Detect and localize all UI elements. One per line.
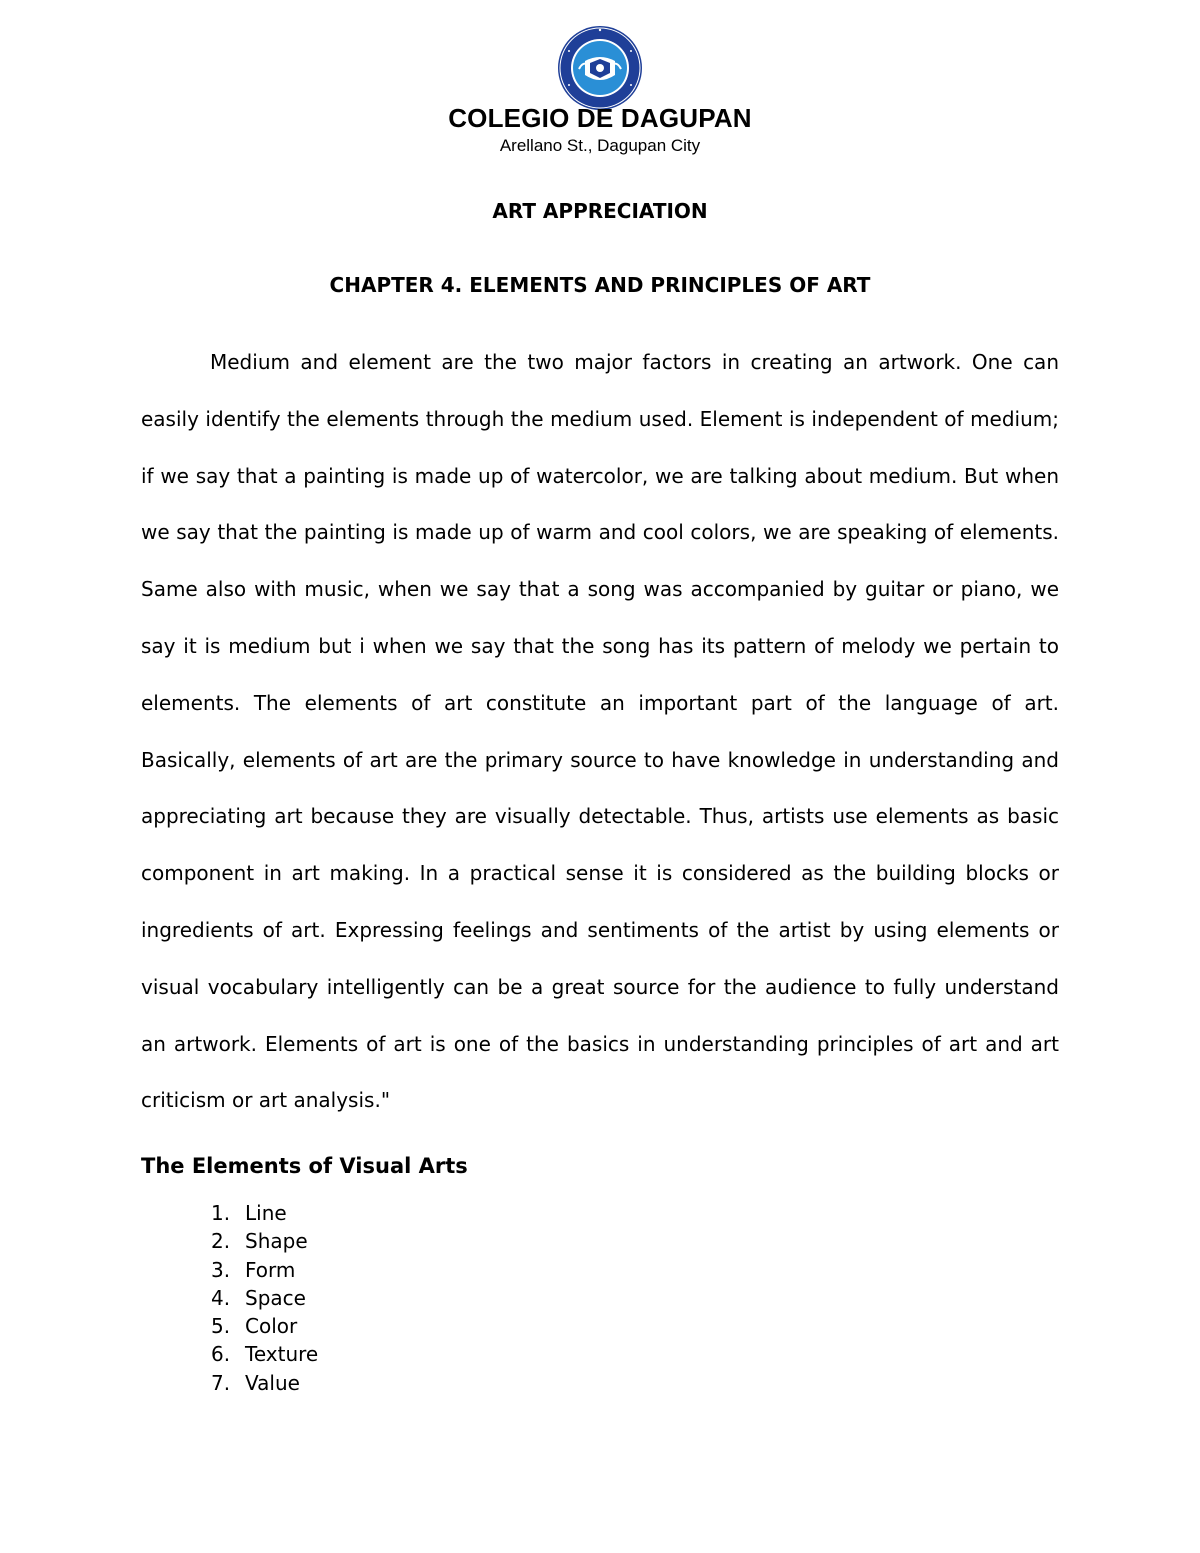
list-item-number: 4.	[211, 1285, 231, 1310]
school-address: Arellano St., Dagupan City	[499, 136, 701, 155]
list-item-label: Form	[245, 1257, 296, 1282]
list-item	[211, 1256, 318, 1284]
list-item	[211, 1340, 318, 1368]
subject-title: ART APPRECIATION	[492, 199, 708, 223]
school-name: COLEGIO DE DAGUPAN	[448, 103, 752, 133]
list-item-number: 2.	[211, 1229, 231, 1254]
list-item-label: Value	[245, 1370, 300, 1395]
list-item-label: Shape	[245, 1229, 308, 1254]
list-item	[211, 1227, 318, 1255]
section-heading: The Elements of Visual Arts	[141, 1154, 468, 1178]
list-item-label: Texture	[245, 1342, 319, 1367]
list-item	[211, 1369, 318, 1397]
list-item	[211, 1284, 318, 1312]
list-item-number: 1.	[211, 1201, 231, 1225]
school-seal-logo	[557, 25, 643, 111]
list-item-label: Space	[245, 1285, 306, 1310]
list-item-label: Line	[245, 1201, 287, 1225]
elements-list	[211, 1199, 318, 1397]
list-item	[211, 1199, 318, 1227]
list-item-number: 3.	[211, 1257, 231, 1282]
list-item-number: 7.	[211, 1370, 231, 1395]
list-item	[211, 1312, 318, 1340]
body-paragraph: Medium and element are the two major factors in creating an artwork. One can easily identify the elements through the medium used. Element is independent of medium; if we say that a painting is made up of watercolor, we are talking about medium. But when we say that the painting is made up of warm and cool colors, we are speaking of elements. Same also with music, when we say that a song was accompanied by guitar or piano, we say it is medium but i when we say that the song has its pattern of melody we pertain to elements. The elements of art constitute an important part of the language of art. Basically, elements of art are the primary source to have knowledge in understanding and appreciating art because they are visually detectable. Thus, artists use elements as basic component in art making. In a practical sense it is considered as the building blocks or ingredients of art. Expressing feelings and sentiments of the artist by using elements or visual vocabulary intelligently can be a great source for the audience to fully understand an artwork. Elements of art is one of the basics in understanding principles of art and art criticism or art analysis."	[141, 350, 1059, 1113]
list-item-number: 5.	[211, 1314, 231, 1339]
list-item-label: Color	[245, 1314, 298, 1339]
chapter-title: CHAPTER 4. ELEMENTS AND PRINCIPLES OF ART	[329, 273, 871, 297]
list-item-number: 6.	[211, 1342, 231, 1367]
